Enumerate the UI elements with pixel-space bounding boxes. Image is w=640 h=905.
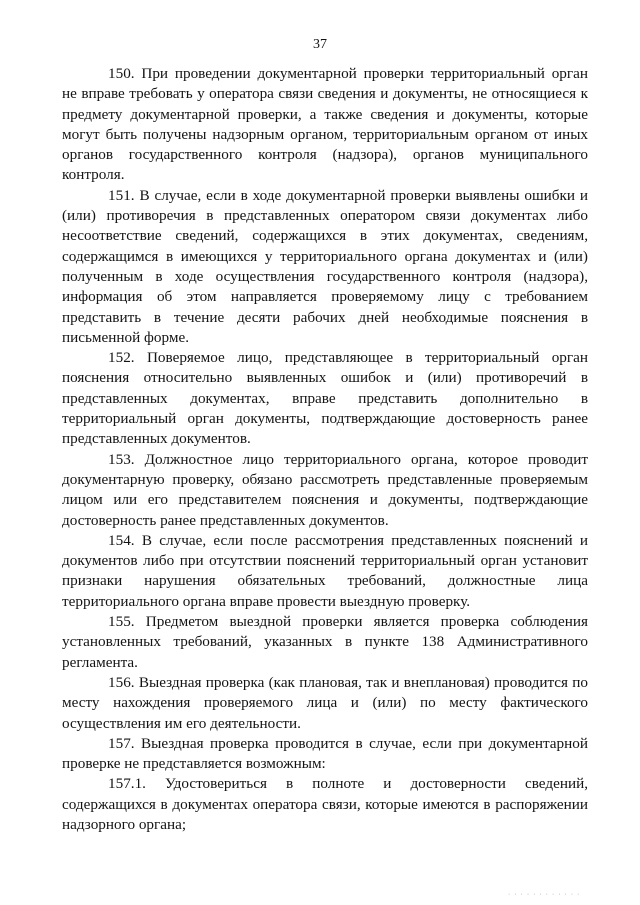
document-body — [62, 64, 588, 835]
paragraph-151: 151. В случае, если в ходе документарной проверки выявлены ошибки и (или) противоречия в представленных оператором связи документах либо несоответствие сведений, содержащихся в этих документах, сведениям, содержащимся в имеющихся у территориального органа документах и (или) полученным в ходе осуществления государственного контроля (надзора), информация об этом направляется проверяемому лицу с требованием представить в течение десяти рабочих дней необходимые пояснения в письменной форме. — [62, 186, 588, 346]
paragraph-153: 153. Должностное лицо территориального органа, которое проводит документарную проверку, обязано рассмотреть представленные проверяемым лицом или его представителем пояснения и документы, подтверждающие достоверность ранее представленных документов. — [62, 450, 588, 529]
paragraph-157: 157. Выездная проверка проводится в случае, если при документарной проверке не представляется возможным: — [62, 734, 588, 773]
paragraph-154: 154. В случае, если после рассмотрения представленных пояснений и документов либо при отсутствии пояснений территориальный орган установит признаки нарушения обязательных требований, должностные лица территориального органа вправе провести выездную проверку. — [62, 531, 588, 610]
paragraph-155: 155. Предметом выездной проверки является проверка соблюдения установленных требований, указанных в пункте 138 Административного регламента. — [62, 613, 588, 671]
paragraph-150: 150. При проведении документарной проверки территориальный орган не вправе требовать у оператора связи сведения и документы, не относящиеся к предмету документарной проверки, а также сведения и документы, которые могут быть получены надзорным органом, территориальным органом от иных органов государственного контроля (надзора), органов муниципального контроля. — [62, 65, 588, 184]
page-number: 37 — [313, 37, 327, 52]
scan-footer-mark: · · · · · · · · · · · · — [508, 891, 581, 898]
paragraph-157-1: 157.1. Удостовериться в полноте и достоверности сведений, содержащихся в документах оператора связи, которые имеются в распоряжении надзорного органа; — [62, 775, 588, 833]
paragraph-152: 152. Поверяемое лицо, представляющее в территориальный орган пояснения относительно выявленных ошибок и (или) противоречий в представленных документах, вправе представить дополнительно в территориальный орган документы, подтверждающие достоверность ранее представленных документов. — [62, 349, 588, 448]
paragraph-156: 156. Выездная проверка (как плановая, так и внеплановая) проводится по месту нахождения проверяемого лица и (или) по месту фактического осуществления им его деятельности. — [62, 673, 588, 732]
